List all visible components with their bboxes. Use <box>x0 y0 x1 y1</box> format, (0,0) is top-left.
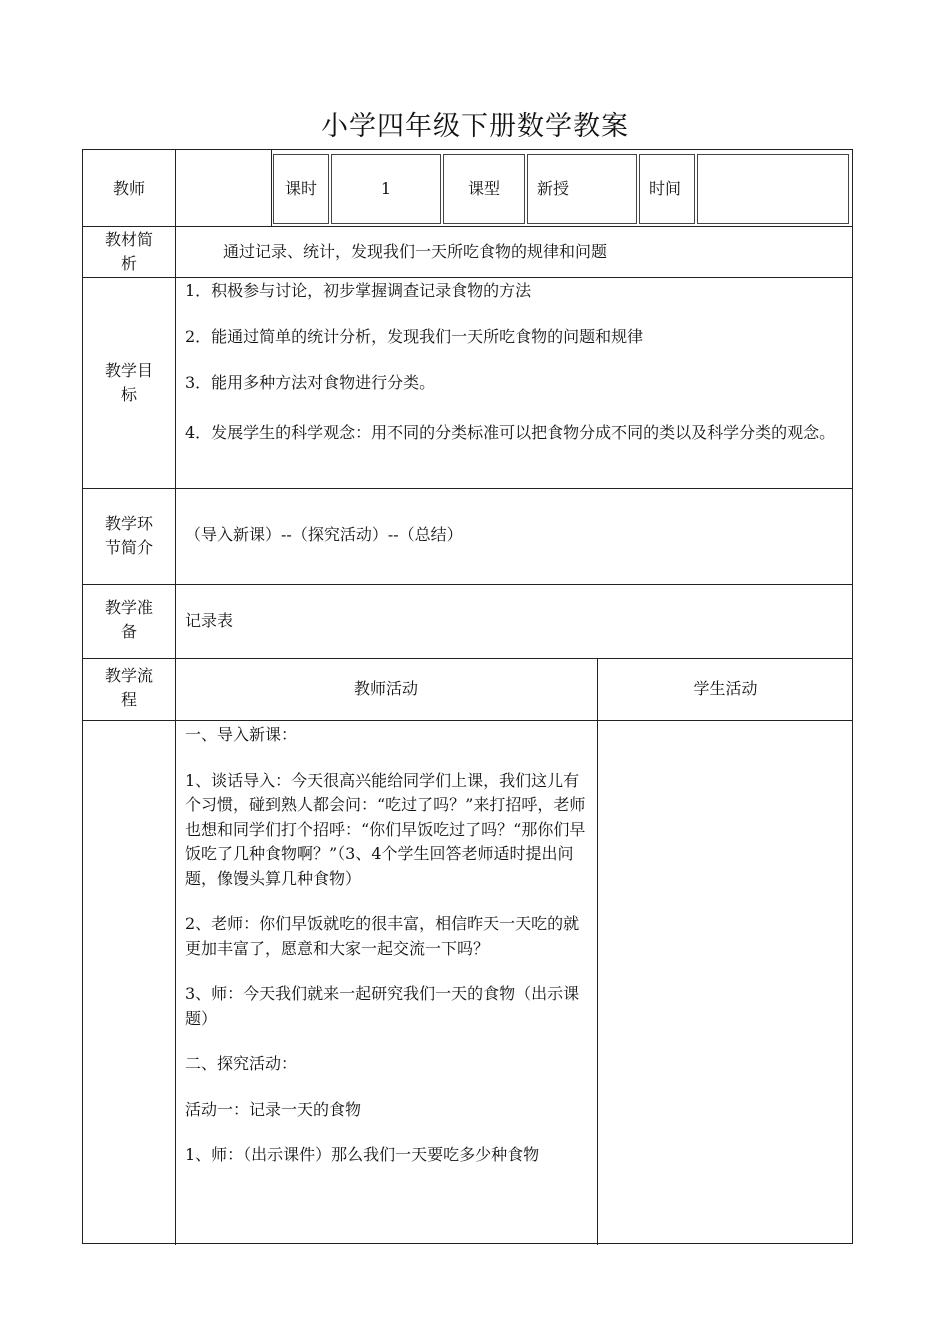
time-label: 时间 <box>649 179 682 198</box>
period-value: 1 <box>380 179 392 198</box>
process-column-divider <box>597 658 598 1245</box>
row-divider <box>83 720 852 721</box>
goals-label <box>83 359 175 407</box>
activity-paragraph: 活动一：记录一天的食物 <box>185 1099 362 1119</box>
row-divider <box>83 277 852 278</box>
goal-item: 4．发展学生的科学观念：用不同的分类标准可以把食物分成不同的类以及科学分类的观念。 <box>185 423 836 442</box>
document-title: 小学四年级下册数学教案 <box>321 111 629 142</box>
goal-item: 1．积极参与讨论，初步掌握调查记录食物的方法 <box>185 281 532 300</box>
process-label-line1: 教学流 <box>104 666 153 685</box>
prep-label <box>83 596 175 644</box>
material-text: 通过记录、统计，发现我们一天所吃食物的规律和问题 <box>223 242 608 261</box>
type-value: 新授 <box>537 179 570 198</box>
type-label: 课型 <box>467 179 500 198</box>
stages-label-line1: 教学环 <box>104 514 153 533</box>
teacher-activity-header: 教师活动 <box>353 679 418 698</box>
activity-paragraph: 1、谈话导入：今天很高兴能给同学们上课，我们这儿有个习惯，碰到熟人都会问：“吃过了吗？”来打招呼，老师也想和同学们打个招呼：“你们早饭吃过了吗？“那你们早饭吃了几种食物啊？”（3、4个学生回答老师适时提出问题，像馒头算几种食物） <box>185 770 586 888</box>
material-label-line2: 析 <box>120 254 137 273</box>
goals-label-line1: 教学目 <box>104 361 153 380</box>
teacher-label: 教师 <box>112 179 145 198</box>
row-divider <box>83 584 852 585</box>
row-divider <box>83 488 852 489</box>
row-divider <box>83 658 852 659</box>
prep-label-line2: 备 <box>120 622 137 641</box>
material-label <box>83 228 175 276</box>
activity-paragraph: 2、老师：你们早饭就吃的很丰富，相信昨天一天吃的就更加丰富了，愿意和大家一起交流一下吗？ <box>185 914 580 958</box>
goals-label-line2: 标 <box>120 385 137 404</box>
prep-text: 记录表 <box>185 611 234 630</box>
lesson-plan-table <box>82 149 853 1244</box>
prep-label-line1: 教学准 <box>104 598 153 617</box>
row-divider <box>83 226 852 227</box>
activity-paragraph: 3、师：今天我们就来一起研究我们一天的食物（出示课题） <box>185 984 580 1028</box>
activity-paragraph: 1、师：（出示课件）那么我们一天要吃多少种食物 <box>185 1145 540 1164</box>
material-label-line1: 教材简 <box>104 230 153 249</box>
activity-paragraph: 二、探究活动： <box>185 1054 298 1073</box>
activity-paragraph: 一、导入新课： <box>185 725 298 744</box>
goals-list <box>185 279 849 448</box>
stages-label <box>83 512 175 560</box>
student-activity-header: 学生活动 <box>693 679 758 698</box>
time-value-cell <box>697 154 849 224</box>
stages-text: （导入新课）--（探究活动）--（总结） <box>185 525 463 544</box>
process-label <box>83 664 175 712</box>
stages-label-line2: 节简介 <box>104 538 153 557</box>
goal-item: 3．能用多种方法对食物进行分类。 <box>185 373 436 392</box>
goal-item: 2．能通过简单的统计分析，发现我们一天所吃食物的问题和规律 <box>185 327 644 346</box>
cell-divider <box>271 150 272 226</box>
process-label-line2: 程 <box>120 690 137 709</box>
teacher-activity-body <box>185 723 593 1168</box>
period-label: 课时 <box>284 179 317 198</box>
